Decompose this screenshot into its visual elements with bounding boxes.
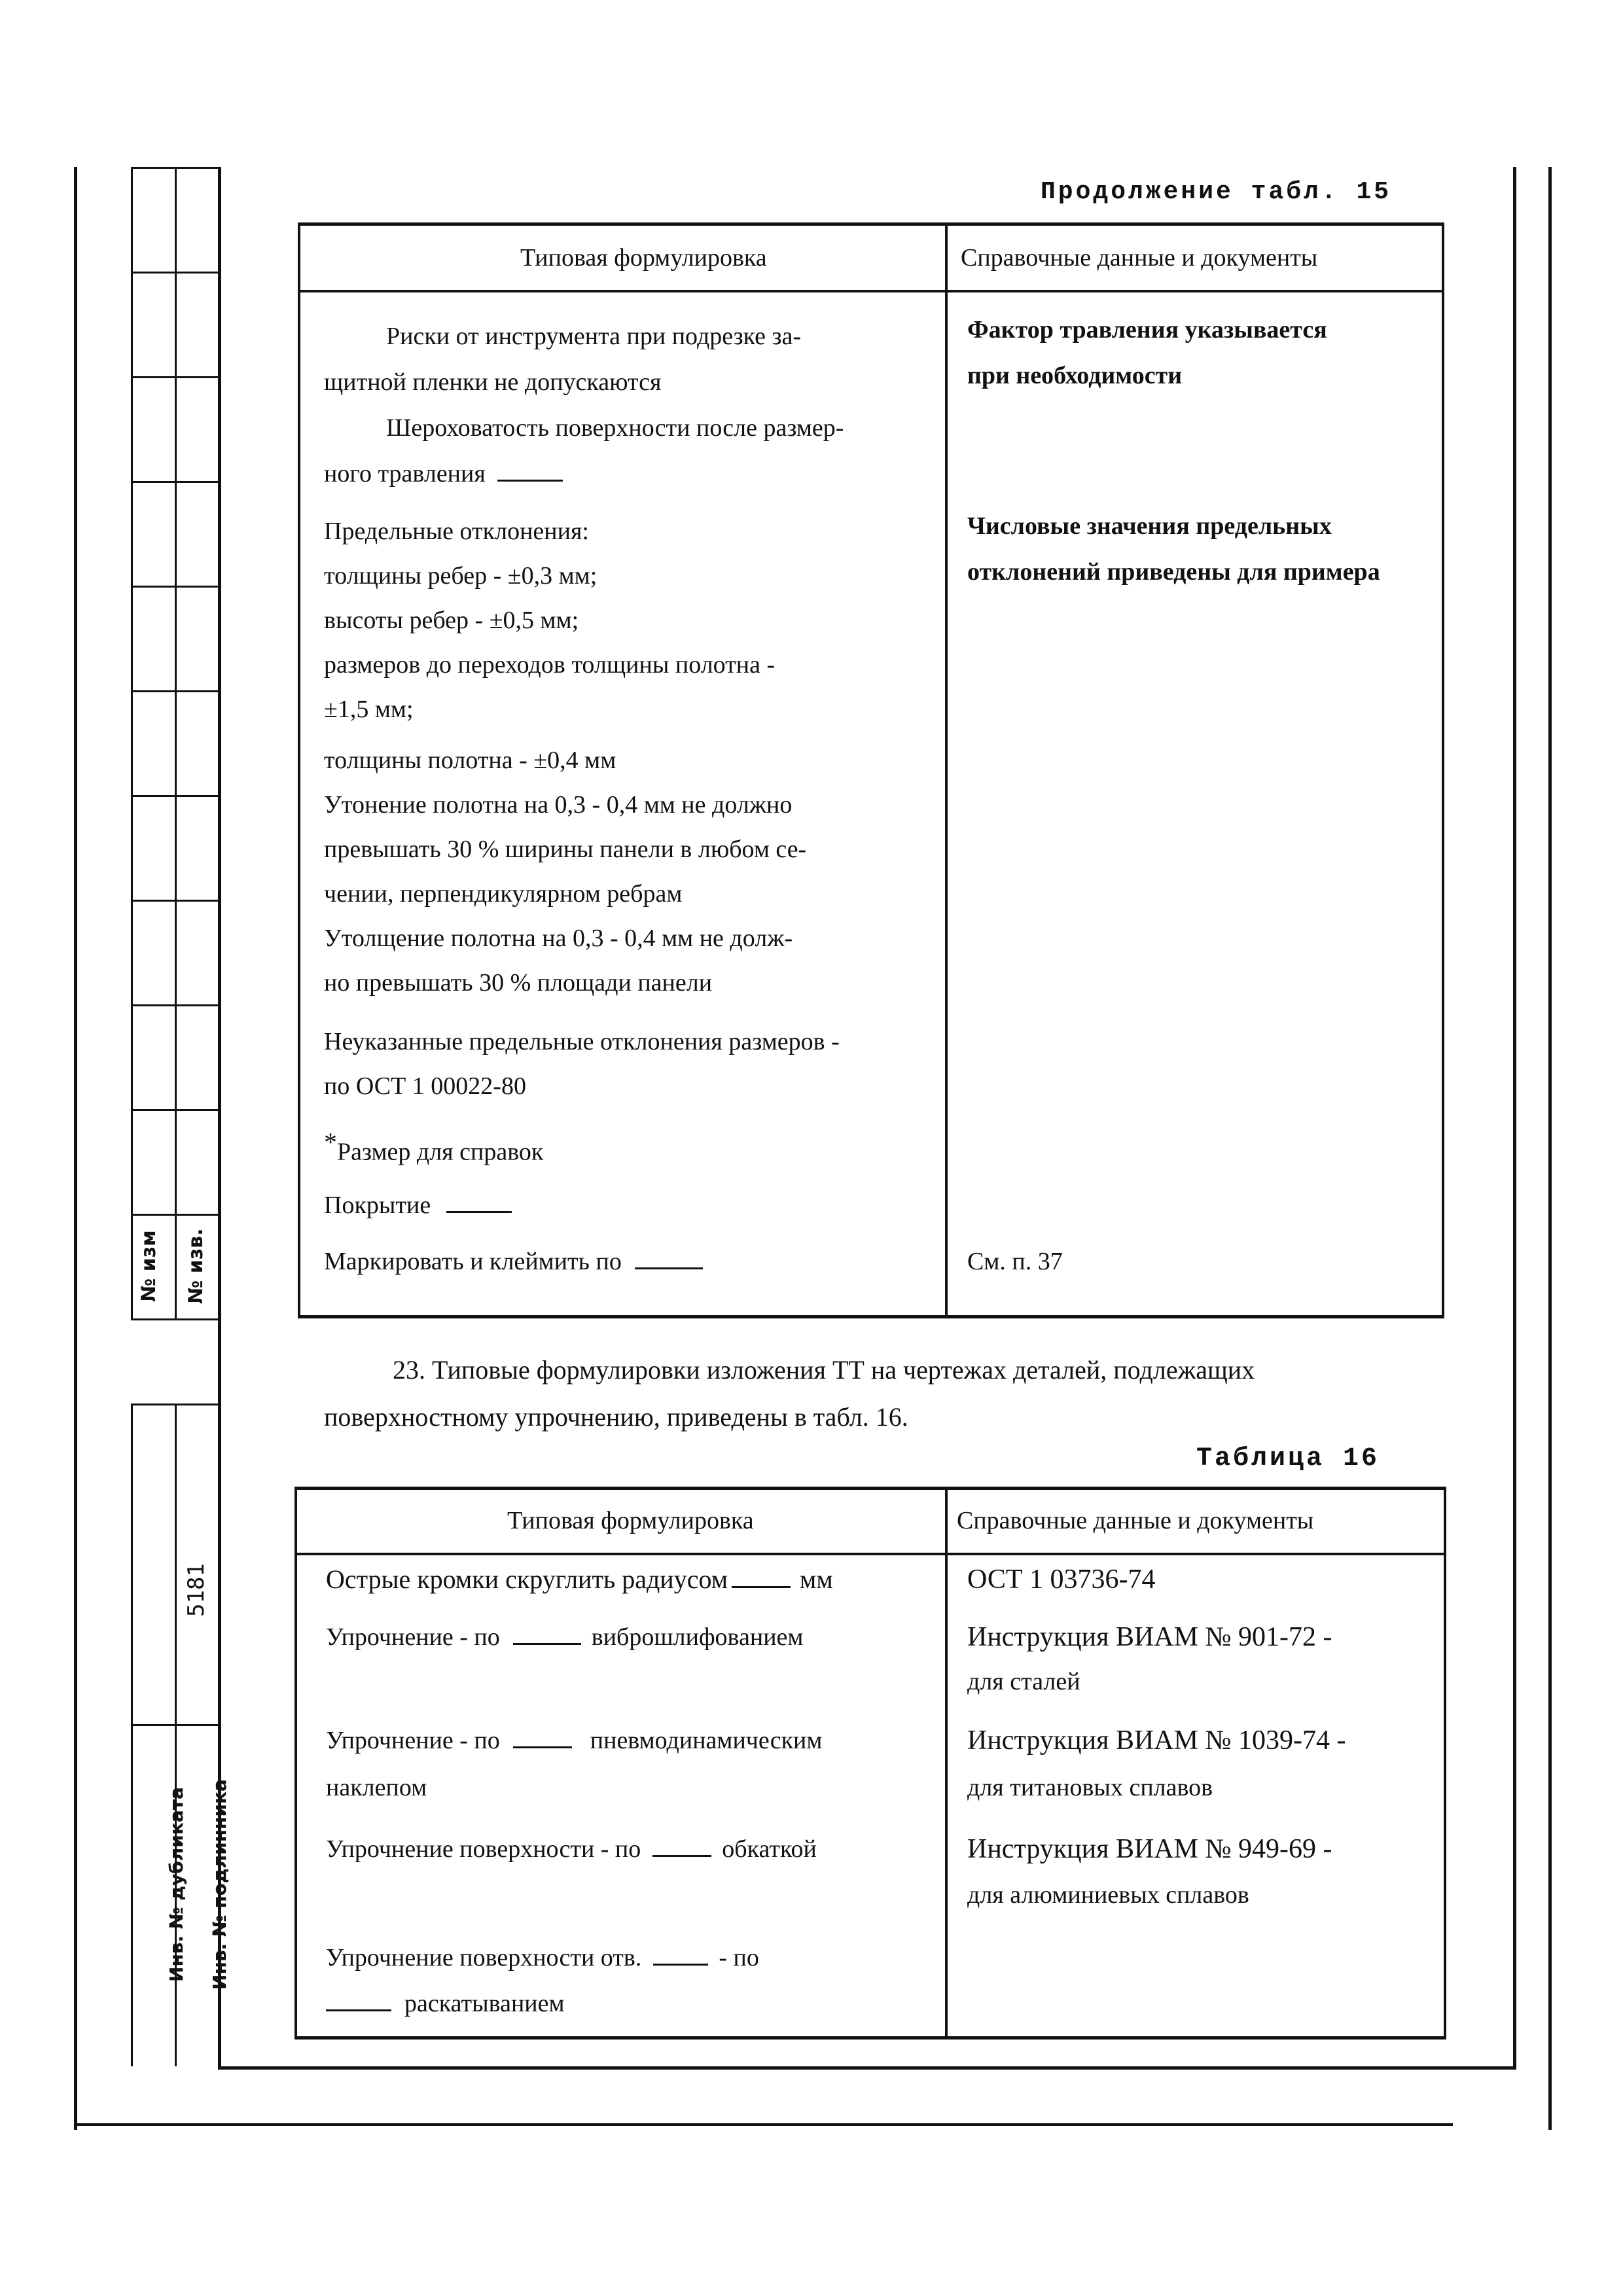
- stamp-row-line: [131, 167, 219, 169]
- t16-left-text: Упрочнение поверхности отв.: [326, 1944, 642, 1971]
- blank-underline: [652, 1855, 711, 1857]
- t15-left-line: Утолщение полотна на 0,3 - 0,4 мм не долж-: [324, 925, 793, 952]
- t15-left-text: ного травления: [324, 460, 486, 487]
- t15-left-line: размеров до переходов толщины полотна -: [324, 651, 776, 679]
- footnote-star: *: [324, 1127, 337, 1157]
- table16-col1-header: Типовая формулировка: [507, 1507, 754, 1534]
- t15-right-line: отклонений приведены для примера: [967, 558, 1380, 586]
- t16-left-text: Упрочнение поверхности - по: [326, 1835, 641, 1863]
- stamp-inv-podl: Инв. № подлинника: [209, 1779, 230, 1990]
- blank-underline: [326, 2009, 391, 2011]
- stamp-row-line: [131, 1318, 219, 1320]
- t16-left-line: [326, 1981, 565, 2026]
- frame-bottom-inner: [218, 2066, 1516, 2070]
- t15-left-line: Шероховатость поверхности после размер-: [386, 414, 844, 442]
- paragraph-line: поверхностному упрочнению, приведены в табл. 16.: [324, 1402, 908, 1432]
- blank-underline: [732, 1586, 791, 1588]
- t15-left-line: [324, 451, 567, 496]
- table-row: [326, 1615, 803, 1659]
- stamp-lower-row: [131, 1724, 219, 1726]
- stamp-inv-dubl: Инв. № дубликата: [166, 1787, 187, 1982]
- table-row: [326, 1827, 817, 1871]
- t15-left-text: Покрытие: [324, 1192, 431, 1219]
- t16-right-line: ОСТ 1 03736-74: [967, 1564, 1156, 1595]
- blank-underline: [653, 1964, 708, 1966]
- t15-left-line: [324, 1239, 707, 1284]
- t15-left-line: чении, перпендикулярном ребрам: [324, 880, 683, 908]
- stamp-lower-col: [131, 1404, 133, 2066]
- t16-left-text: виброшлифованием: [591, 1623, 804, 1651]
- stamp-row-line: [131, 1004, 219, 1006]
- frame-left-outer: [74, 167, 77, 2130]
- t15-left-line: превышать 30 % ширины панели в любом се-: [324, 836, 807, 863]
- t16-right-line: Инструкция ВИАМ № 949-69 -: [967, 1834, 1332, 1864]
- t16-right-line: для сталей: [967, 1668, 1080, 1695]
- blank-underline: [635, 1267, 703, 1269]
- blank-underline: [513, 1643, 581, 1645]
- t15-right-line: при необходимости: [967, 362, 1183, 389]
- table16-col2-header: Справочные данные и документы: [957, 1507, 1314, 1534]
- frame-bottom-tail: [1394, 2123, 1453, 2126]
- stamp-row-line: [131, 586, 219, 588]
- t16-right-line: Инструкция ВИАМ № 1039-74 -: [967, 1725, 1346, 1756]
- t16-right-line: Инструкция ВИАМ № 901-72 -: [967, 1622, 1332, 1652]
- t16-left-text: Упрочнение - по: [326, 1623, 500, 1651]
- blank-underline: [446, 1211, 512, 1213]
- stamp-izm: № изм: [137, 1230, 160, 1302]
- t15-left-text: Размер для справок: [337, 1138, 544, 1166]
- blank-underline: [497, 480, 563, 482]
- stamp-col-line: [131, 167, 133, 1320]
- frame-right-outer: [1548, 167, 1552, 2130]
- t15-left-line: но превышать 30 % площади панели: [324, 969, 713, 997]
- t16-left-text: Острые кромки скруглить радиусом: [326, 1564, 728, 1594]
- t16-right-line: для титановых сплавов: [967, 1774, 1213, 1801]
- t16-left-text: раскатыванием: [404, 1990, 565, 2017]
- t16-left-text: пневмодинамическим: [590, 1727, 823, 1754]
- table15-col2-header: Справочные данные и документы: [961, 244, 1318, 272]
- table16-title: Таблица 16: [1196, 1444, 1380, 1474]
- stamp-izv: № изв.: [185, 1228, 207, 1304]
- t15-left-line: [324, 1183, 516, 1227]
- t16-left-text: - по: [719, 1944, 759, 1971]
- t15-left-line: щитной пленки не допускаются: [324, 368, 662, 396]
- t15-right-line: Фактор травления указывается: [967, 316, 1327, 344]
- table15-continuation-title: Продолжение табл. 15: [1041, 178, 1392, 206]
- t16-right-line: для алюминиевых сплавов: [967, 1881, 1249, 1909]
- t15-left-line: толщины ребер - ±0,3 мм;: [324, 562, 597, 590]
- table15-col1-header: Типовая формулировка: [520, 244, 767, 272]
- stamp-col-line: [175, 167, 177, 1320]
- t15-left-line: высоты ребер - ±0,5 мм;: [324, 607, 579, 634]
- t16-left-text: обкаткой: [722, 1835, 817, 1863]
- t15-left-line: по ОСТ 1 00022-80: [324, 1072, 526, 1100]
- frame-right: [1513, 167, 1516, 2068]
- stamp-row-line: [131, 376, 219, 378]
- stamp-row-line: [131, 900, 219, 902]
- t16-left-text: мм: [800, 1564, 833, 1594]
- t15-left-line: Неуказанные предельные отклонения размеров -: [324, 1028, 840, 1055]
- stamp-row-line: [131, 795, 219, 797]
- t15-left-line: Утонение полотна на 0,3 - 0,4 мм не должно: [324, 791, 793, 819]
- t15-left-line: [324, 1120, 543, 1174]
- t15-left-line: толщины полотна - ±0,4 мм: [324, 747, 616, 774]
- stamp-row-line: [131, 690, 219, 692]
- t15-left-line: ±1,5 мм;: [324, 696, 414, 723]
- stamp-lower-row: [131, 1404, 219, 1405]
- blank-underline: [513, 1746, 572, 1748]
- t15-right-line: См. п. 37: [967, 1248, 1063, 1275]
- table-row: [326, 1557, 833, 1602]
- stamp-inv-number: 5181: [183, 1563, 209, 1617]
- t15-left-text: Маркировать и клеймить по: [324, 1248, 622, 1275]
- t15-left-line: Риски от инструмента при подрезке за-: [386, 323, 802, 350]
- t15-right-line: Числовые значения предельных: [967, 512, 1332, 540]
- table-row: [326, 1935, 759, 1980]
- table-row: [326, 1718, 822, 1763]
- t16-left-text: Упрочнение - по: [326, 1727, 500, 1754]
- paragraph-line: 23. Типовые формулировки изложения ТТ на чертежах деталей, подлежащих: [393, 1355, 1255, 1385]
- frame-bottom-outer: [74, 2123, 1448, 2126]
- t16-left-line: наклепом: [326, 1774, 427, 1801]
- t15-left-line: Предельные отклонения:: [324, 518, 589, 545]
- stamp-row-line: [131, 272, 219, 274]
- stamp-row-line: [131, 481, 219, 483]
- stamp-row-line: [131, 1109, 219, 1111]
